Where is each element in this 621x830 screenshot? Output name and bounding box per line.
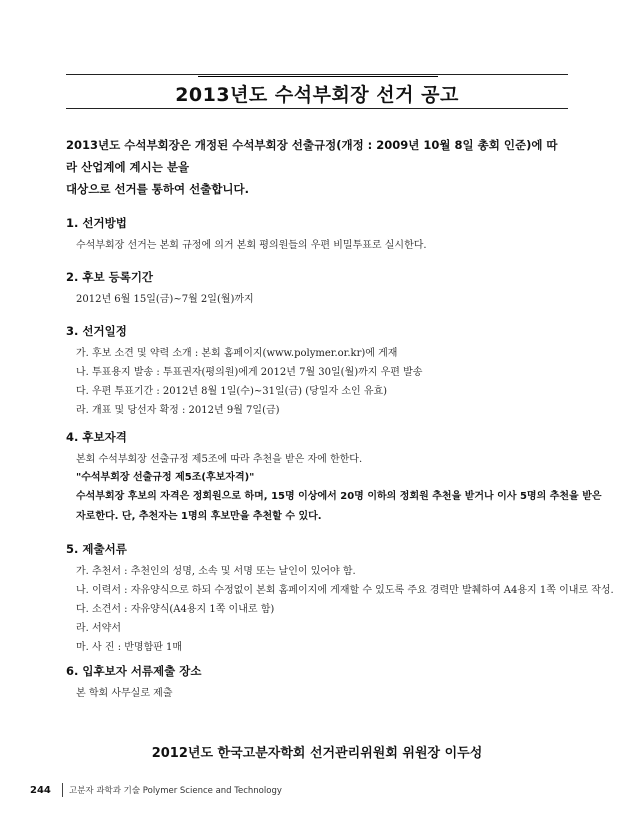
section-line: 2012년 6월 15일(금)~7월 2일(월)까지: [76, 294, 254, 305]
footer-divider: [62, 783, 63, 797]
regulation-quote: "수석부회장 선출규정 제5조(후보자격)": [76, 472, 255, 483]
section-line: 가. 추천서 : 추천인의 성명, 소속 및 서명 또는 날인이 있어야 함.: [76, 566, 356, 577]
section-schedule: [66, 322, 561, 420]
title-underline: [66, 108, 568, 109]
section-heading: 3. 선거일정: [66, 324, 127, 338]
section-line: 나. 이력서 : 자유양식으로 하되 수정없이 본회 홈페이지에 게재할 수 있도록 주요 경력만 발췌하여 A4용지 1쪽 이내로 작성.: [76, 585, 614, 596]
section-documents: [66, 540, 614, 657]
section-heading: 6. 입후보자 서류제출 장소: [66, 664, 202, 678]
section-line: 본 학회 사무실로 제출: [76, 688, 173, 699]
section-heading: 2. 후보 등록기간: [66, 270, 154, 284]
page-footer: [30, 782, 282, 798]
section-line: 다. 우편 투표기간 : 2012년 8월 1일(수)~31일(금) (당일자 소인 유효): [76, 386, 388, 397]
section-line: 다. 소견서 : 자유양식(A4용지 1쪽 이내로 함): [76, 604, 275, 615]
section-heading: 1. 선거방법: [66, 216, 127, 230]
journal-name: 고분자 과학과 기술 Polymer Science and Technology: [69, 786, 282, 796]
section-line: 가. 후보 소견 및 약력 소개 : 본회 홈페이지(www.polymer.or.kr)에 게재: [76, 348, 398, 359]
signature-line: 2012년도 한국고분자학회 선거관리위원회 위원장 이두성: [151, 746, 483, 761]
section-line: 라. 개표 및 당선자 확정 : 2012년 9월 7일(금): [76, 405, 280, 416]
intro-line: 2013년도 수석부회장은 개정된 수석부회장 선출규정(개정 : 2009년 10월 8일 총회 인준)에 따라 산업계에 계시는 분을: [66, 138, 558, 174]
section-heading: 4. 후보자격: [66, 430, 127, 444]
section-line: 마. 사 진 : 반명함판 1매: [76, 642, 183, 653]
page-title: 2013년도 수석부회장 선거 공고: [175, 84, 459, 106]
regulation-text: 수석부회장 후보의 자격은 정회원으로 하며, 15명 이상에서 20명 이하의 정회원 추천을 받거나 이사 5명의 추천을 받은: [76, 491, 602, 502]
section-line: 라. 서약서: [76, 623, 121, 634]
section-eligibility: [66, 428, 602, 527]
section-registration-period: [66, 268, 561, 309]
section-election-method: [66, 214, 561, 255]
page-number: 244: [30, 784, 51, 796]
regulation-text: 자로한다. 단, 추천자는 1명의 후보만을 추천할 수 있다.: [76, 511, 322, 522]
section-line: 수석부회장 선거는 본회 규정에 의거 본회 평의원들의 우편 비밀투표로 실시한다.: [76, 240, 427, 251]
section-line: 본회 수석부회장 선출규정 제5조에 따라 추천을 받은 자에 한한다.: [76, 454, 363, 465]
intro-paragraph: [66, 134, 561, 200]
intro-line: 대상으로 선거를 통하여 선출합니다.: [66, 182, 250, 196]
top-rule: [66, 74, 568, 75]
section-submission-place: [66, 662, 561, 703]
title-accent-rule: [198, 76, 438, 77]
section-line: 나. 투표용지 발송 : 투표권자(평의원)에게 2012년 7월 30일(월)까지 우편 발송: [76, 367, 423, 378]
section-heading: 5. 제출서류: [66, 542, 127, 556]
